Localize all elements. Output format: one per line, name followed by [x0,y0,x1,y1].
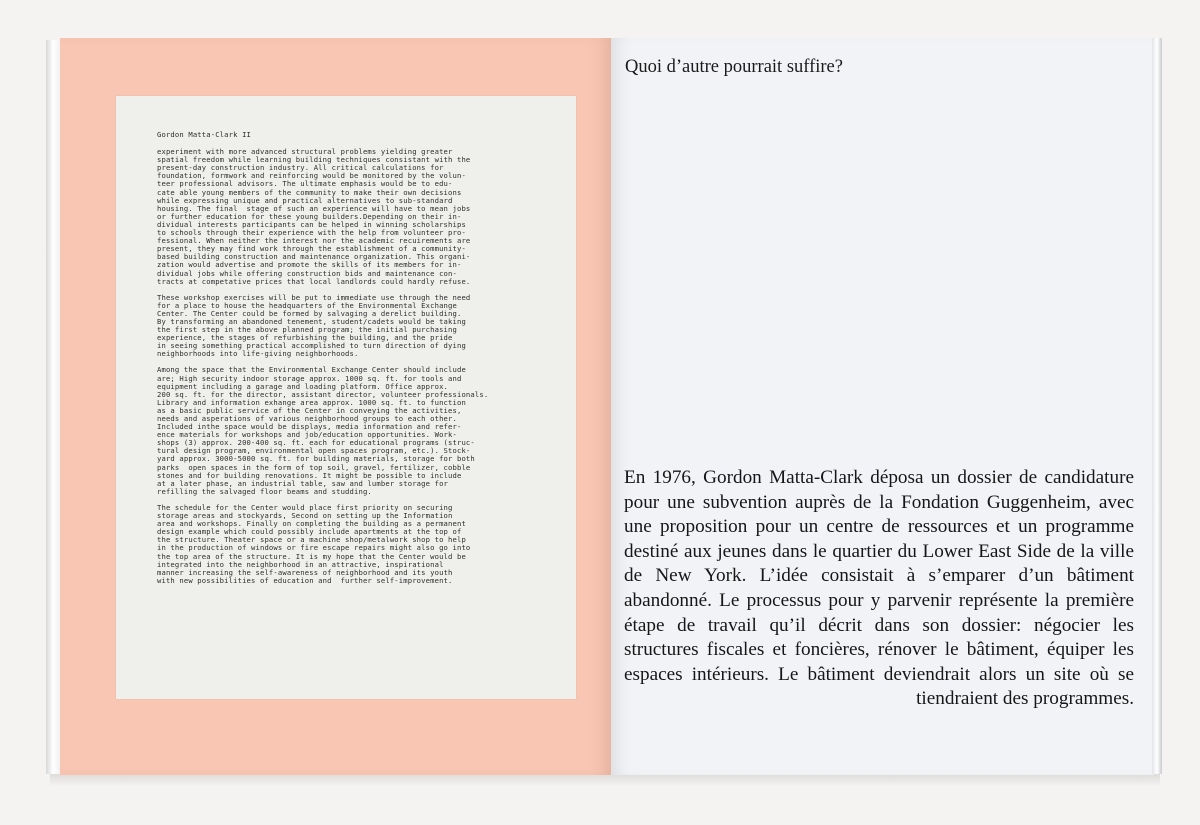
document-paragraph: The schedule for the Center would place first priority on securing storage areas and stockyards, Second on setting up the Information area and workshops. Finally on completing the building as a permanent design example which could possibly include apartments at the top of the structure. Theater space or a machine shop/metalwork shop to help in the production of windows or fire escape repairs might also go into the top area of the structure. It is my hope that the Center would be integrated into the neighborhood in an attractive, inspirational manner increasing the self-awareness of neighborhood and its youth with new possibilities of education and further self-improvement. [157,502,471,585]
body-text: En 1976, Gordon Matta-Clark déposa un dossier de candidature pour une subvention auprès de la Fondation Guggenheim, avec une proposition pour un centre de ressources et un programme destiné aux jeunes dans le quartier du Lower East Side de la ville de New York. L’idée consistait à s’emparer d’un bâtiment abandonné. Le processus pour y parvenir représente la première étape de travail qu’il décrit dans son dossier: négocier les structures fiscales et foncières, rénover le bâtiment, équiper les espaces intérieurs. Le bâtiment deviendrait alors un site où se tiendraient des programmes. [624,467,1134,710]
page-edges-right [1152,38,1162,774]
document-paragraph: experiment with more advanced structural problems yielding greater spatial freedom while learning building techniques consistant with the present-day construction industry. All critical calculations for foundation, formwork and reinforcing would be monitored by the volun- teer professional advisors. The ultimate emphasis would be to edu- cate able young members of the community to make their own decisions while expressing unique and practical alternatives to sub-standard housing. The final stage of such an experience will have to mean jobs or further education for these young builders.Depending on their in- dividual interests participants can be helped in winning scholarships to schools through their experience with the help from volunteer pro- fessional. When neither the interest nor the academic recuirements are present, they may find work through the establishment of a community- based building construction and maintenance organization. This organi- zation would advertise and promote the skills of its members for in- dividual jobs while offering construction bids and maintenance con- tracts at competative prices that local landlords could hardly refuse. [157,147,471,286]
document-paragraph: Among the space that the Environmental Exchange Center should include are; High security indoor storage approx. 1000 sq. ft. for tools and equipment including a garage and loading platform. Office approx. 200 sq. ft. for the director, assistant director, volunteer professionals. Library and information exhange area approx. 1000 sq. ft. to function as a basic public service of the Center in conveying the activities, needs and asperations of various neighborhood groups to each other. Included inthe space would be displays, media information and refer- ence materials for workshops and job/education opportunities. Work- shops (3) approx. 200-400 sq. ft. each for educational programs (struc- tural design program, environmental open spaces program, etc.). Stock- yard approx. 3000-5000 sq. ft. for building materials, storage for both parks open spaces in the form of top soil, gravel, fertilizer, cobble stones and for building renovations. It might be possible to include at a later phase, an industrial table, saw and lumber storage for refilling the salvaged floor beams and studding. [157,365,489,496]
document-header: Gordon Matta-Clark II [157,130,252,139]
document-paragraph: These workshop exercises will be put to immediate use through the need for a place to house the headquarters of the Environmental Exchange Center. The Center could be formed by salvaging a derelict building. By transforming an abandoned tenement, student/cadets would be taking the first step in the above planned program; the initial purchasing experience, the stages of refurbishing the building, and the pride in seeing something practical accomplished to turn direction of dying neighborhoods into life-giving neighborhoods. [157,292,471,359]
page-heading: Quoi d’autre pourrait suffire? [625,57,843,77]
typewritten-document [157,131,557,593]
